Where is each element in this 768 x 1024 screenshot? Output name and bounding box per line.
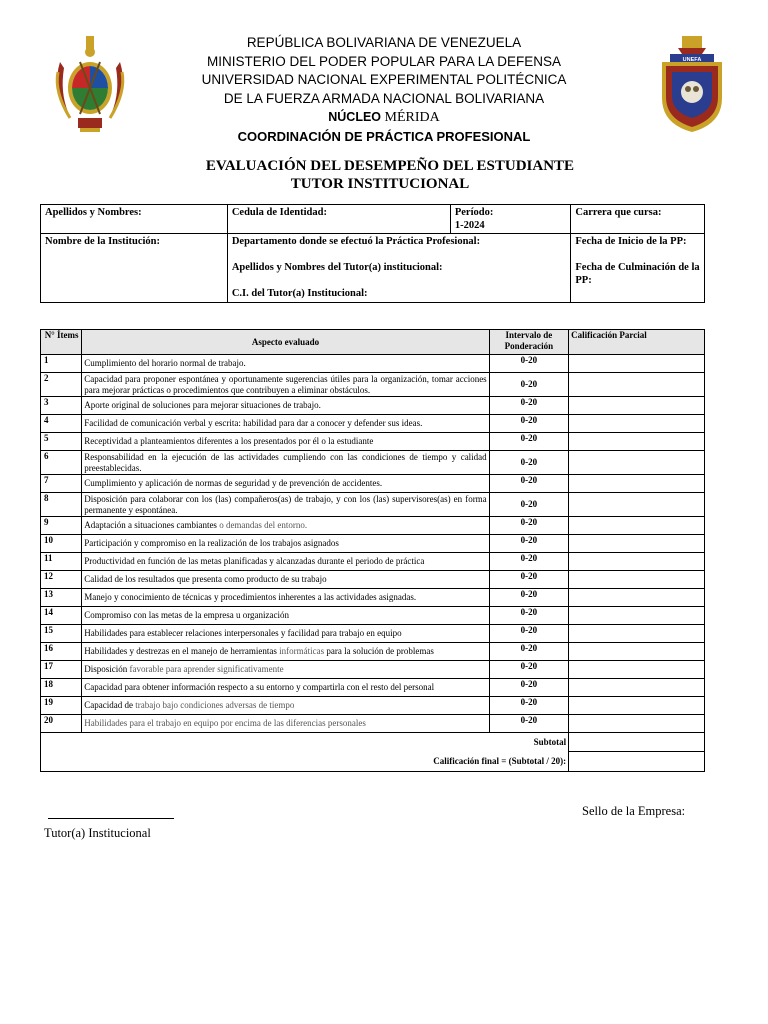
header-line-4: DE LA FUERZA ARMADA NACIONAL BOLIVARIANA <box>223 90 545 106</box>
departamento-tutor-field[interactable] <box>227 234 571 303</box>
table-row: 5 Receptividad a planteamientos diferentes a los presentados por él o la estudiante 0-20 <box>41 433 705 451</box>
nucleo-city: MÉRIDA <box>384 110 440 125</box>
score-cell[interactable] <box>569 451 705 475</box>
table-row: 17 Disposición favorable para aprender significativamente 0-20 <box>41 661 705 679</box>
table-row: 11 Productividad en función de las metas planificadas y alcanzadas durante el periodo de práctica 0-20 <box>41 553 705 571</box>
nucleo-label: NÚCLEO <box>328 110 382 124</box>
table-row: 1 Cumplimiento del horario normal de trabajo. 0-20 <box>41 355 705 373</box>
header-line-3: UNIVERSIDAD NACIONAL EXPERIMENTAL POLITÉCNICA <box>201 72 567 87</box>
table-row: 16 Habilidades y destrezas en el manejo de herramientas informáticas para la solución de problemas 0-20 <box>41 643 705 661</box>
score-cell[interactable] <box>569 433 705 451</box>
apellidos-field[interactable]: Apellidos y Nombres: <box>41 205 228 234</box>
table-row: 14 Compromiso con las metas de la empresa u organización 0-20 <box>41 607 705 625</box>
col-range-header: Intervalo de Ponderación <box>489 330 568 355</box>
tutor-nombres-label: Apellidos y Nombres del Tutor(a) institucional: <box>231 262 443 273</box>
tutor-signature-label: Tutor(a) Institucional <box>44 826 151 840</box>
header-line-2: MINISTERIO DEL PODER POPULAR PARA LA DEFENSA <box>206 53 562 69</box>
final-score-cell[interactable] <box>569 751 705 772</box>
cedula-field[interactable]: Cedula de Identidad: <box>227 205 450 234</box>
table-row: 4 Facilidad de comunicación verbal y escrita: habilidad para dar a conocer y defender sus ideas. 0-20 <box>41 415 705 433</box>
score-cell[interactable] <box>569 697 705 715</box>
score-cell[interactable] <box>569 517 705 535</box>
fecha-inicio-label: Fecha de Inicio de la PP: <box>575 236 687 247</box>
table-row: 12 Calidad de los resultados que presenta como producto de su trabajo 0-20 <box>41 571 705 589</box>
table-row: 6 Responsabilidad en la ejecución de las actividades cumpliendo con las condiciones de tiempo y calidad preestablecidas. 0-20 <box>41 451 705 475</box>
score-cell[interactable] <box>569 715 705 733</box>
score-cell[interactable] <box>569 535 705 553</box>
header-line-1: REPÚBLICA BOLIVARIANA DE VENEZUELA <box>246 35 522 50</box>
score-cell[interactable] <box>569 679 705 697</box>
score-cell[interactable] <box>569 589 705 607</box>
departamento-label: Departamento donde se efectuó la Práctica Profesional: <box>231 236 481 247</box>
signature-line[interactable] <box>48 818 174 819</box>
col-aspect-header: Aspecto evaluado <box>82 330 489 355</box>
title-line-1: EVALUACIÓN DEL DESEMPEÑO DEL ESTUDIANTE <box>205 158 575 174</box>
table-row: 15 Habilidades para establecer relaciones interpersonales y facilidad para trabajo en equipo 0-20 <box>41 625 705 643</box>
table-row: 10 Participación y compromiso en la realización de los trabajos asignados 0-20 <box>41 535 705 553</box>
score-cell[interactable] <box>569 415 705 433</box>
score-cell[interactable] <box>569 355 705 373</box>
score-cell[interactable] <box>569 571 705 589</box>
table-row: 19 Capacidad de trabajo bajo condiciones adversas de tiempo 0-20 <box>41 697 705 715</box>
table-row: 8 Disposición para colaborar con los (las) compañeros(as) de trabajo, y con los (las) supervisores(as) en forma permanente y espontánea. 0-20 <box>41 493 705 517</box>
fechas-field[interactable] <box>571 234 705 303</box>
institucion-field[interactable]: Nombre de la Institución: <box>41 234 228 303</box>
fecha-culminacion-label: Fecha de Culminación de la PP: <box>575 262 700 286</box>
score-cell[interactable] <box>569 661 705 679</box>
evaluation-table <box>40 329 705 772</box>
subtotal-label: Subtotal <box>41 733 569 752</box>
table-row: 2 Capacidad para proponer espontánea y oportunamente sugerencias útiles para la organización, tomar acciones para mejorar prácticas o procedimientos que contribuyen a eliminar obstáculos. 0-20 <box>41 373 705 397</box>
score-cell[interactable] <box>569 373 705 397</box>
score-cell[interactable] <box>569 397 705 415</box>
score-cell[interactable] <box>569 475 705 493</box>
document-title <box>0 157 768 193</box>
score-cell[interactable] <box>569 553 705 571</box>
table-row: 20 Habilidades para el trabajo en equipo por encima de las diferencias personales 0-20 <box>41 715 705 733</box>
table-row: 9 Adaptación a situaciones cambiantes o demandas del entorno. 0-20 <box>41 517 705 535</box>
carrera-field[interactable]: Carrera que cursa: <box>571 205 705 234</box>
final-row <box>41 751 705 772</box>
nucleo-line <box>0 108 768 128</box>
coordination-line: COORDINACIÓN DE PRÁCTICA PROFESIONAL <box>237 128 531 144</box>
subtotal-row <box>41 733 705 752</box>
institution-header <box>0 34 768 146</box>
col-score-header: Calificación Parcial <box>569 330 705 355</box>
score-cell[interactable] <box>569 643 705 661</box>
table-row: 3 Aporte original de soluciones para mejorar situaciones de trabajo. 0-20 <box>41 397 705 415</box>
score-cell[interactable] <box>569 625 705 643</box>
title-line-2: TUTOR INSTITUCIONAL <box>290 176 470 192</box>
table-row: 7 Cumplimiento y aplicación de normas de seguridad y de prevención de accidentes. 0-20 <box>41 475 705 493</box>
final-label: Calificación final = (Subtotal / 20): <box>41 751 569 772</box>
subtotal-cell[interactable] <box>569 733 705 752</box>
col-num-header: N° Ítems <box>41 330 82 355</box>
periodo-value: 1-2024 <box>454 220 485 231</box>
tutor-ci-label: C.I. del Tutor(a) Institucional: <box>231 288 368 299</box>
score-cell[interactable] <box>569 607 705 625</box>
periodo-field[interactable]: Período: 1-2024 <box>450 205 571 234</box>
unefa-badge-text: UNEFA <box>682 57 702 63</box>
company-seal-label: Sello de la Empresa: <box>582 804 686 818</box>
table-row: 13 Manejo y conocimiento de técnicas y procedimientos inherentes a las actividades asignadas. 0-20 <box>41 589 705 607</box>
student-info-table <box>40 204 705 303</box>
score-cell[interactable] <box>569 493 705 517</box>
table-row: 18 Capacidad para obtener información respecto a su entorno y compartirla con el resto del personal 0-20 <box>41 679 705 697</box>
